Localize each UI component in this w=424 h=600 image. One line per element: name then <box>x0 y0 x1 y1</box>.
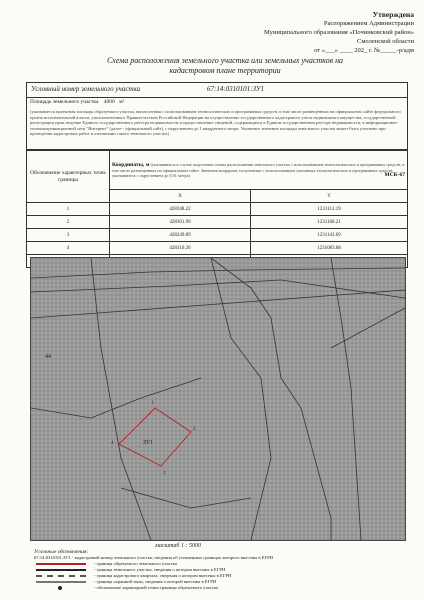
cadastral-label: Условный номер земельного участка <box>31 85 141 93</box>
legend-symbol <box>36 569 86 571</box>
title-line1: Схема расположения земельного участка или земельных участков на <box>106 56 344 65</box>
legend-text: - граница охранной зоны, сведения о которой внесены в ЕГРН <box>94 579 217 584</box>
legend-text: - граница земельного участка, сведения о котором внесены в ЕГРН <box>94 567 226 572</box>
legend-symbol <box>58 586 62 590</box>
legend-text: - граница образуемого земельного участка <box>94 561 177 566</box>
area-heading <box>30 100 124 106</box>
coords-system: МСК-67 <box>384 172 405 178</box>
cadastral-map <box>30 257 406 541</box>
title-line2: кадастровом плане территории <box>169 66 281 75</box>
x-header: X <box>110 190 251 203</box>
approval-line3: Смоленской области <box>356 38 414 45</box>
map-drawing <box>31 258 405 540</box>
area-note: (указывается проектная площадь образуемого участка, вычисленная с использованием технологических и программных средств, в том числе размещенных на официальном сайте федерального органа исполнительной власти, уполномоченного Правительством Российской Федерации на осуществление государственного кадастрового учета недвижимого имущества, государственной регистрации прав, ведение Единого государственного реестра недвижимости и предоставление сведений, содержащихся в Едином государственном реестре недвижимости, в информационно-телекоммуникационной сети "Интернет" (далее - официальный сайт), с округлением до 1 квадратного метра. Указанное значение площади земельного участка может быть уточнено при проведении кадастровых работ в отношении такого земельного участка) <box>30 109 401 137</box>
coord-cell-y: 1231083.88 <box>251 242 408 255</box>
coord-cell-x: 428249.89 <box>110 229 251 242</box>
coords-header-title: Координаты, м <box>112 162 150 168</box>
area-label: Площадь земельного участка <box>30 99 99 105</box>
map-scale: масштаб 1 : 5000 <box>155 543 201 549</box>
approval-line2: Муниципального образования «Починковский район» <box>263 29 414 36</box>
coord-row <box>27 203 408 216</box>
coord-cell-n: 2 <box>27 216 110 229</box>
legend <box>34 549 404 591</box>
legend-text: 67:14:0310101:ЗУ1 - кадастровый номер земельного участка, сведения об уточненных границах которого внесены в ЕГРН <box>34 555 273 560</box>
point-number: 1 <box>151 401 154 406</box>
legend-symbol <box>36 575 86 577</box>
legend-item <box>34 585 404 591</box>
coord-cell-n: 1 <box>27 203 110 216</box>
coord-cell-n: 3 <box>27 229 110 242</box>
map-number: 44 <box>45 354 51 360</box>
area-box <box>26 97 408 150</box>
coord-cell-x: 428301.99 <box>110 216 251 229</box>
area-value: 4000 <box>103 99 115 105</box>
approval-heading: Утверждена <box>372 10 414 19</box>
coord-cell-n: 4 <box>27 242 110 255</box>
cadastral-number-box <box>26 82 408 98</box>
coord-cell-y: 1231168.21 <box>251 216 408 229</box>
map-background <box>31 258 405 540</box>
legend-symbol <box>36 581 86 583</box>
coord-cell-y: 1231143.69 <box>251 229 408 242</box>
legend-text: - граница кадастрового квартала, сведения о котором внесены в ЕГРН <box>94 573 232 578</box>
coord-cell-x: 428348.22 <box>110 203 251 216</box>
point-number: 4 <box>111 441 114 446</box>
coords-header <box>110 151 408 190</box>
cadastral-value: 67:14:0310101:ЗУ1 <box>207 85 265 93</box>
document-title <box>60 56 390 76</box>
coord-cell-y: 1231112.19 <box>251 203 408 216</box>
coord-row <box>27 216 408 229</box>
legend-heading: Условные обозначения: <box>34 549 89 555</box>
coordinates-table <box>26 150 408 268</box>
coords-header-note: (указываются в случае подготовки схемы расположения земельного участка с использованием технологических и программных средств, в том числе размещенных на официальном сайте. Значения координат, полученные с использованием указанных технологических и программных средств, указываются с округлением до 0,01 метра) <box>112 162 405 178</box>
legend-text: - обозначение характерной точки границы образуемого участка <box>94 585 219 590</box>
parcel-label: ЗУ1 <box>143 440 154 446</box>
y-header: Y <box>251 190 408 203</box>
approval-line4: от «___» ____ 202_ г. №_____-р/адм <box>314 47 414 54</box>
coord-cell-x: 428310.26 <box>110 242 251 255</box>
approval-block <box>214 10 414 55</box>
legend-symbol <box>36 563 86 565</box>
approval-line1: Распоряжением Администрации <box>323 20 414 27</box>
coord-row <box>27 242 408 255</box>
point-number: 3 <box>163 471 166 476</box>
points-header: Обозначение характерных точек границы <box>27 151 110 203</box>
coord-row <box>27 229 408 242</box>
point-number: 2 <box>193 427 196 432</box>
area-unit: м² <box>119 99 125 105</box>
